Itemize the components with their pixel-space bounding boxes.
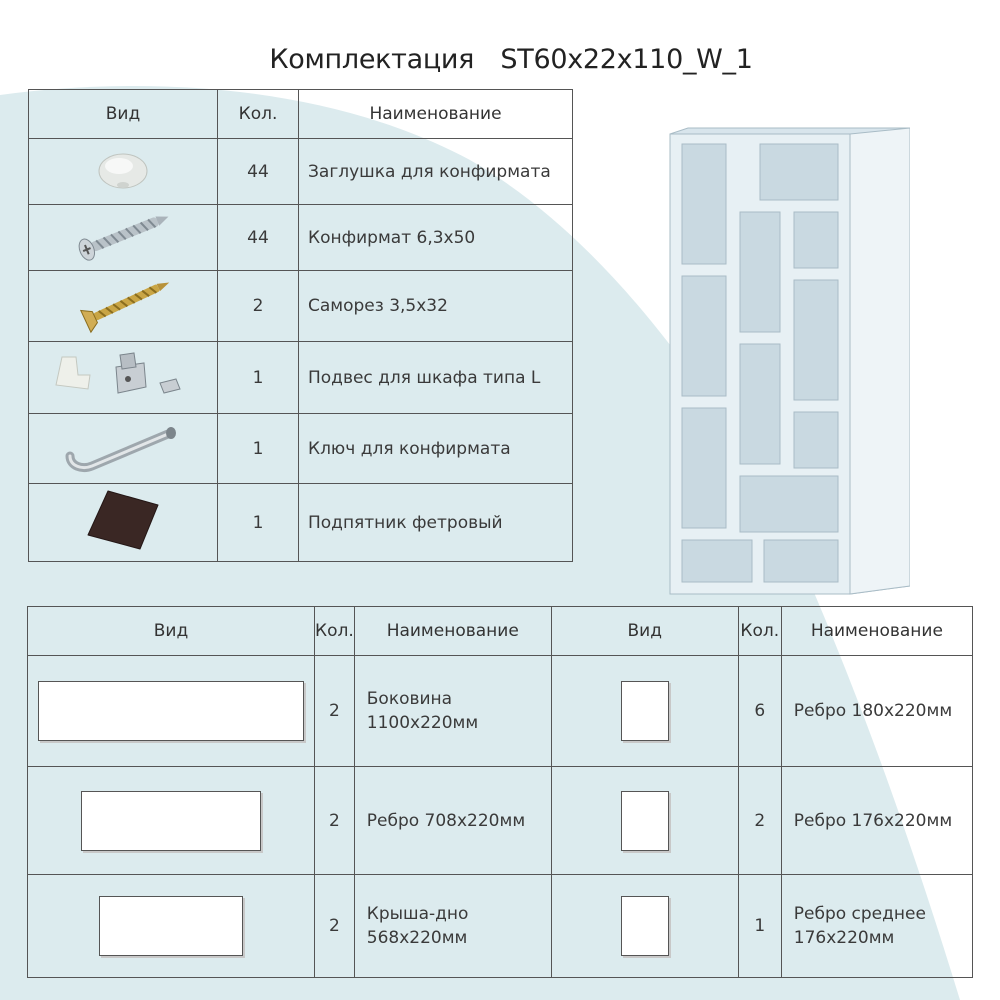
- top-bottom-panel-image: [99, 896, 243, 956]
- cap-icon: [88, 144, 158, 194]
- qty-cell: 2: [738, 767, 781, 875]
- qty-cell: 1: [218, 484, 299, 562]
- name-cell: Саморез 3,5х32: [299, 271, 573, 342]
- qty-cell: 6: [738, 656, 781, 767]
- table-row: [28, 875, 973, 978]
- qty-cell: 2: [315, 875, 355, 978]
- name-cell: [354, 656, 551, 767]
- name-cell: Заглушка для конфирмата: [299, 139, 573, 205]
- title-main: Комплектация: [269, 44, 475, 75]
- name-line: Ребро 708х220мм: [366, 810, 526, 831]
- header-view-2: Вид: [551, 607, 738, 656]
- header-view: Вид: [29, 90, 218, 139]
- page-title: [0, 44, 1000, 75]
- qty-cell: 2: [315, 656, 355, 767]
- name-line: Ребро среднее: [793, 904, 926, 924]
- header-name-2: Наименование: [781, 607, 972, 656]
- name-line: 176х220мм: [793, 928, 895, 948]
- table-row: [28, 656, 973, 767]
- title-code: ST60x22x110_W_1: [500, 44, 753, 75]
- name-cell: [354, 767, 551, 875]
- table-row: [29, 484, 573, 562]
- cabinet-hanger-icon: [48, 345, 198, 405]
- name-line: 1100х220мм: [366, 713, 479, 733]
- qty-cell: 2: [218, 271, 299, 342]
- qty-cell: 44: [218, 139, 299, 205]
- side-panel-image: [38, 681, 304, 741]
- hardware-table: [28, 89, 573, 562]
- header-qty: Кол.: [218, 90, 299, 139]
- header-qty-2: Кол.: [738, 607, 781, 656]
- confirmat-screw-icon: [68, 207, 178, 263]
- name-line: Крыша-дно: [366, 904, 469, 924]
- rib-panel-image: [621, 896, 669, 956]
- name-cell: Подпятник фетровый: [299, 484, 573, 562]
- name-cell: [354, 875, 551, 978]
- header-name: Наименование: [299, 90, 573, 139]
- panels-table-header: [28, 607, 973, 656]
- header-qty: Кол.: [315, 607, 355, 656]
- name-line: Ребро 180х220мм: [793, 701, 953, 721]
- felt-pad-icon: [78, 485, 168, 555]
- name-cell: [781, 656, 972, 767]
- qty-cell: 1: [218, 414, 299, 484]
- qty-cell: 2: [315, 767, 355, 875]
- qty-cell: 1: [738, 875, 781, 978]
- shelving-unit-illustration: [660, 120, 910, 600]
- name-line: Боковина: [366, 689, 453, 709]
- name-line: 568х220мм: [366, 928, 468, 948]
- table-row: [29, 342, 573, 414]
- rib-panel-image: [621, 681, 669, 741]
- qty-cell: 1: [218, 342, 299, 414]
- rib-708-panel-image: [81, 791, 261, 851]
- qty-cell: 44: [218, 205, 299, 271]
- name-cell: Ключ для конфирмата: [299, 414, 573, 484]
- self-tapping-screw-icon: [68, 274, 178, 334]
- name-cell: Конфирмат 6,3х50: [299, 205, 573, 271]
- hex-key-icon: [58, 416, 188, 476]
- table-row: [28, 767, 973, 875]
- header-view: Вид: [28, 607, 315, 656]
- table-row: [29, 139, 573, 205]
- rib-panel-image: [621, 791, 669, 851]
- name-cell: Подвес для шкафа типа L: [299, 342, 573, 414]
- table-row: [29, 205, 573, 271]
- name-cell: [781, 875, 972, 978]
- table-row: [29, 414, 573, 484]
- hardware-table-header: [29, 90, 573, 139]
- name-line: Ребро 176х220мм: [793, 810, 953, 831]
- panels-table: [27, 606, 973, 978]
- name-cell: [781, 767, 972, 875]
- table-row: [29, 271, 573, 342]
- header-name: Наименование: [354, 607, 551, 656]
